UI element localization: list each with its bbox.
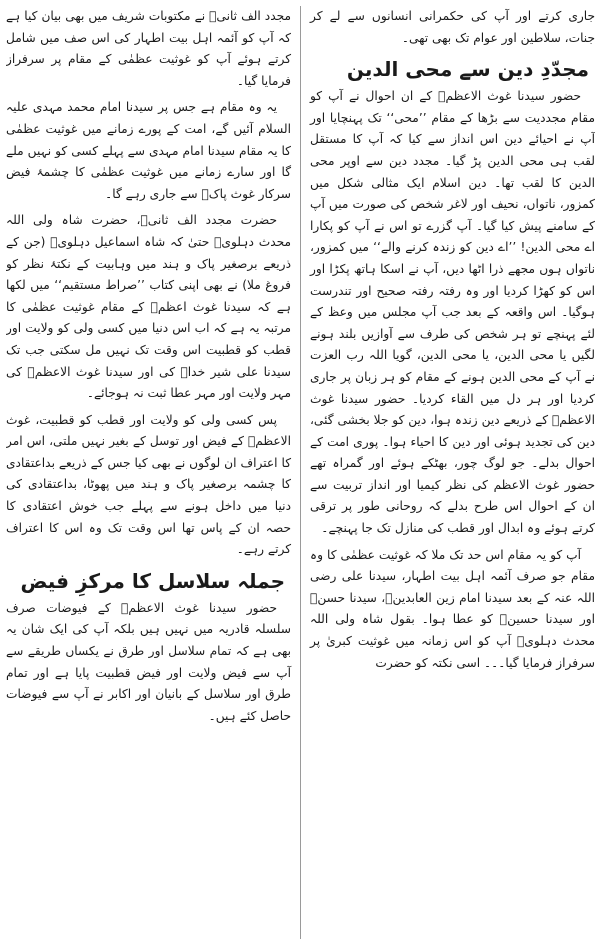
body-paragraph: مجدد الف ثانیؒ نے مکتوبات شریف میں بھی بیان کیا ہے کہ آپ کو آئمہ اہل بیت اطہار کی اس صف میں شامل کرتے ہوئے آپ کو غوثیت عظمٰی کے مقام پر سرفراز فرمایا گیا۔ [6,9,291,88]
intro-paragraph: جاری کرتے اور آپ کی حکمرانی انسانوں سے لے کر جنات، سلاطین اور عوام تک بھی تھی۔ [310,9,595,45]
right-column [302,6,595,939]
body-paragraph: حضور سیدنا غوث الاعظمؓ کے ان احوال نے آپ کو مقام مجددیت سے بڑھا کے مقام ’’محی‘‘ تک پہنچایا اور آپ نے احیائے دین اس انداز سے کیا کہ آپ کا مستقل لقب ہی محی الدین پڑ گیا۔ مجدد دین سے اوپر محی الدین کا لقب تھا۔ دین اسلام ایک مثالی شکل میں کمزور، ناتواں، نحیف اور لاغر شخص کی صورت میں آپ کے سامنے پیش کیا گیا۔ آپ گزرے تو اس نے آپ کو پکارا اے محی الدین! ’’اے دین کو زندہ کرنے والے‘‘ میں کمزور، ناتواں ہوں مجھے ذرا اٹھا دیں، آپ نے اسکا ہاتھ پکڑا اور اس کو کھڑا کردیا اور وہ رفتہ رفتہ صحیح اور تندرست ہوگیا۔ اس واقعہ کے بعد جب آپ مجلس میں وعظ کے لئے پہنچے تو ہر شخص کی طرف سے آوازیں بلند ہونے لگیں یا محی الدین، یا محی الدین، گویا اللہ رب العزت نے آپ کے محی الدین ہونے کے مقام کو ہر زبان پر جاری کردیا اور ہر دل میں القاء کردیا۔ حضور سیدنا غوث الاعظمؓ کے ذریعے دین زندہ ہوا، دین کو جلا بخشی گئی، دین کی تجدید ہوئی اور دین کا احیاء ہوا۔ پوری امت کے احوال بدلے۔ جو لوگ چور، بھٹکے ہوئے اور گمراہ تھے حضور غوث الاعظم کی نظر کیمیا اور انداز تربیت سے ان کے احوال اس طرح بدلے کہ روحانی طور پر ترقی کرتے ہوئے وہ ابدال اور قطب کی منازل تک جا پہنچے۔ [310,89,595,536]
body-paragraph: آپ کو یہ مقام اس حد تک ملا کہ غوثیت عظمٰی کا وہ مقام جو صرف آئمہ اہل بیت اطہار، سیدنا علی رضی اللہ عنہ کے بعد سیدنا امام زین العابدینؓ، سیدنا حسنؓ اور سیدنا حسینؓ کو عطا ہوا۔ بقول شاہ ولی اللہ محدث دہلویؒ آپ کو اس زمانہ میں غوثیت کبریٰ پر سرفراز فرمایا گیا۔۔۔ اسی نکتہ کو حضرت [310,547,595,670]
body-paragraph: حضرت مجدد الف ثانیؒ، حضرت شاہ ولی اللہ محدث دہلویؒ حتیٰ کہ شاہ اسماعیل دہلویؒ (جن کے ذریعے برصغیر پاک و ہند میں وہابیت کے نکتۂ نظر کو فروغ ملا) نے بھی اپنی کتاب ’’صراط مستقیم‘‘ میں لکھا ہے کہ سیدنا غوث اعظمؓ کے مقام غوثیت عظمٰی کا مرتبہ یہ ہے کہ اب اس دنیا میں کسی ولی کو ولایت اور قطب کو قطبیت اس وقت تک نہیں مل سکتی جب تک سیدنا علی شیر خداؓ کی اور سیدنا غوث الاعظمؓ کی مہر ولایت اور مہر عطا ثبت نہ ہوجائے۔ [6,213,291,401]
section-heading-markaz-e-faiz: جملہ سلاسل کا مرکزِ فیض [20,568,285,593]
column-divider [300,6,301,939]
closing-paragraph: حضور سیدنا غوث الاعظمؓ کے فیوضات صرف سلسلہ قادریہ میں نہیں ہیں بلکہ آپ کی ایک شان یہ بھی ہے کہ تمام سلاسل اور طرق نے یکساں طریقے سے آپ سے فیض ولایت اور فیض قطبیت پایا ہے اور تمام طرق اور سلاسل کے بانیان اور اکابر نے آپ سے فیوضات حاصل کئے ہیں۔ [6,600,291,723]
body-paragraph: پس کسی ولی کو ولایت اور قطب کو قطبیت، غوث الاعظمؓ کے فیض اور توسل کے بغیر نہیں ملتی، اس امر کا اعتراف ان لوگوں نے بھی کیا جس کے ذریعے بداعتقادی کا چشمہ برصغیر پاک و ہند میں پھوٹا، بداعتقادی کی دنیا میں داخل ہونے سے پہلے جب خوش اعتقادی کا حصہ ان کے پاس تھا اس وقت تک وہ اس کا اعتراف کرتے رہے۔ [6,412,291,557]
left-column [6,6,299,939]
section-heading-mujaddid: مجدّدِ دین سے محی الدین [346,57,589,82]
body-paragraph: یہ وہ مقام ہے جس پر سیدنا امام محمد مہدی علیہ السلام آئیں گے، امت کے پورے زمانے میں غوثیت عظمٰی کا یہ مقام سیدنا امام مہدی سے پہلے کسی کو نہیں ملے گا اور سارے زمانے میں غوثیت عظمٰی کا چشمۂ فیض سرکار غوث پاکؓ سے جاری رہے گا۔ [6,100,291,201]
